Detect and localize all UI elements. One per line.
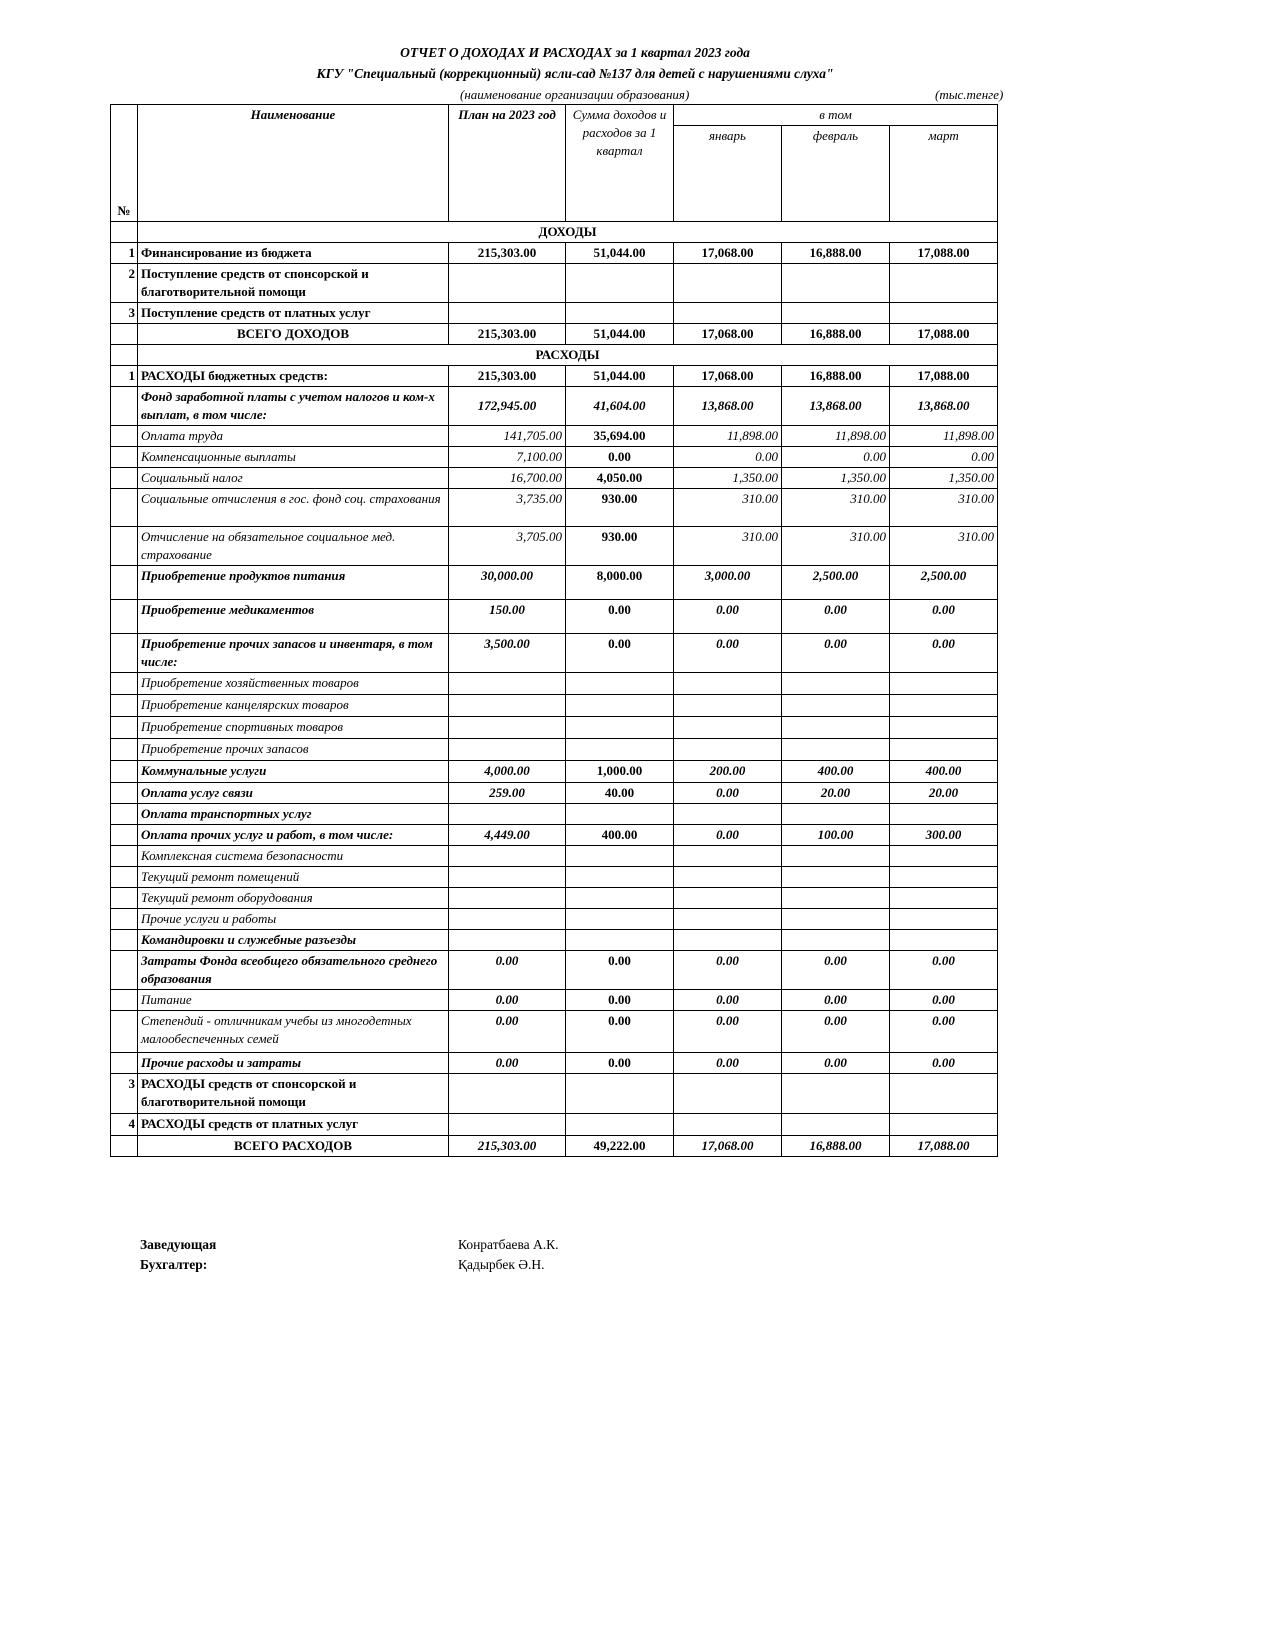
cell-feb: 11,898.00 (782, 426, 890, 447)
organization-caption: (наименование организации образования) (460, 87, 690, 102)
cell-sum: 40.00 (566, 783, 674, 804)
cell-plan: 215,303.00 (449, 366, 566, 387)
cell-sum: 0.00 (566, 1011, 674, 1053)
cell-plan (449, 846, 566, 867)
table-row (111, 930, 998, 951)
row-number (111, 990, 138, 1011)
row-number (111, 846, 138, 867)
header-january: январь (674, 126, 782, 222)
organization-name: КГУ "Специальный (коррекционный) ясли-сад №137 для детей с нарушениями слуха" (316, 66, 834, 81)
cell-jan: 13,868.00 (674, 387, 782, 426)
row-number (111, 951, 138, 990)
row-name: Приобретение медикаментов (138, 600, 449, 634)
row-name: Оплата транспортных услуг (138, 804, 449, 825)
signature-role-head: Заведующая (140, 1237, 217, 1252)
cell-mar: 17,088.00 (890, 324, 998, 345)
cell-plan (449, 673, 566, 695)
cell-sum: 1,000.00 (566, 761, 674, 783)
cell-mar (890, 739, 998, 761)
row-number (111, 717, 138, 739)
cell-feb: 16,888.00 (782, 366, 890, 387)
header-march: март (890, 126, 998, 222)
cell-sum: 8,000.00 (566, 566, 674, 600)
cell-sum: 930.00 (566, 527, 674, 566)
row-number (111, 867, 138, 888)
row-name: Приобретение прочих запасов (138, 739, 449, 761)
cell-mar (890, 930, 998, 951)
table-row (111, 867, 998, 888)
cell-jan: 1,350.00 (674, 468, 782, 489)
cell-sum (566, 717, 674, 739)
cell-jan (674, 804, 782, 825)
table-row (111, 303, 998, 324)
table-row (111, 447, 998, 468)
cell-plan: 0.00 (449, 990, 566, 1011)
cell-jan: 0.00 (674, 825, 782, 846)
row-number (111, 783, 138, 804)
table-row (111, 1011, 998, 1053)
cell-mar: 17,088.00 (890, 243, 998, 264)
row-number (111, 527, 138, 566)
cell-jan (674, 1074, 782, 1114)
cell-feb (782, 846, 890, 867)
signature-role-accountant: Бухгалтер: (140, 1257, 208, 1272)
cell-feb: 0.00 (782, 634, 890, 673)
cell-mar: 20.00 (890, 783, 998, 804)
table-row (111, 739, 998, 761)
cell-sum: 0.00 (566, 1053, 674, 1074)
cell-jan: 0.00 (674, 600, 782, 634)
cell-plan (449, 930, 566, 951)
cell-jan (674, 673, 782, 695)
cell-mar: 0.00 (890, 634, 998, 673)
cell-plan: 0.00 (449, 1053, 566, 1074)
cell-mar: 0.00 (890, 447, 998, 468)
cell-jan (674, 739, 782, 761)
cell-jan: 17,068.00 (674, 243, 782, 264)
row-number: 3 (111, 1074, 138, 1114)
row-name: ВСЕГО ДОХОДОВ (138, 324, 449, 345)
table-row (111, 243, 998, 264)
row-number (111, 426, 138, 447)
row-name: Отчисление на обязательное социальное мед. страхование (138, 527, 449, 566)
cell-mar: 300.00 (890, 825, 998, 846)
cell-feb: 0.00 (782, 600, 890, 634)
cell-feb (782, 717, 890, 739)
cell-plan: 16,700.00 (449, 468, 566, 489)
table-row (111, 888, 998, 909)
table-row (111, 566, 998, 600)
cell-plan (449, 717, 566, 739)
cell-plan: 141,705.00 (449, 426, 566, 447)
cell-feb: 100.00 (782, 825, 890, 846)
signature-name-accountant: Қадырбек Ә.Н. (458, 1257, 545, 1272)
cell-feb (782, 303, 890, 324)
row-name: Фонд заработной платы с учетом налогов и ком-х выплат, в том числе: (138, 387, 449, 426)
cell-sum: 0.00 (566, 600, 674, 634)
cell-feb: 0.00 (782, 1011, 890, 1053)
cell-sum (566, 1114, 674, 1136)
cell-plan: 215,303.00 (449, 243, 566, 264)
row-name: Приобретение продуктов питания (138, 566, 449, 600)
cell-plan (449, 1114, 566, 1136)
cell-sum (566, 695, 674, 717)
cell-mar: 400.00 (890, 761, 998, 783)
header-name: Наименование (138, 105, 449, 222)
cell-jan (674, 909, 782, 930)
cell-sum: 930.00 (566, 489, 674, 527)
signature-name-head: Конратбаева А.К. (458, 1237, 559, 1252)
row-name: Текущий ремонт помещений (138, 867, 449, 888)
cell-plan: 3,705.00 (449, 527, 566, 566)
header-number: № (111, 105, 138, 222)
row-number (111, 566, 138, 600)
cell-feb (782, 739, 890, 761)
cell-mar: 13,868.00 (890, 387, 998, 426)
row-number (111, 600, 138, 634)
cell-mar: 11,898.00 (890, 426, 998, 447)
cell-jan: 17,068.00 (674, 366, 782, 387)
cell-sum: 0.00 (566, 447, 674, 468)
table-row (111, 600, 998, 634)
table-row (111, 951, 998, 990)
header-february: февраль (782, 126, 890, 222)
row-number (111, 888, 138, 909)
row-number: 1 (111, 243, 138, 264)
cell-feb: 0.00 (782, 990, 890, 1011)
cell-jan (674, 695, 782, 717)
cell-sum: 49,222.00 (566, 1136, 674, 1157)
row-name: Затраты Фонда всеобщего обязательного среднего образования (138, 951, 449, 990)
section-heading: ДОХОДЫ (138, 222, 998, 243)
cell-sum: 51,044.00 (566, 324, 674, 345)
table-row (111, 366, 998, 387)
cell-sum: 51,044.00 (566, 366, 674, 387)
cell-plan: 259.00 (449, 783, 566, 804)
table-row (111, 387, 998, 426)
cell-plan (449, 739, 566, 761)
cell-mar (890, 888, 998, 909)
cell-jan (674, 846, 782, 867)
row-name: Командировки и служебные разъезды (138, 930, 449, 951)
row-name: Поступление средств от платных услуг (138, 303, 449, 324)
cell-feb (782, 1114, 890, 1136)
table-row (111, 804, 998, 825)
row-name: Финансирование из бюджета (138, 243, 449, 264)
report-title: ОТЧЕТ О ДОХОДАХ И РАСХОДАХ за 1 квартал 2023 года (400, 45, 750, 60)
row-name: Текущий ремонт оборудования (138, 888, 449, 909)
cell-jan: 310.00 (674, 527, 782, 566)
row-name: Социальные отчисления в гос. фонд соц. страхования (138, 489, 449, 527)
row-number (111, 673, 138, 695)
cell-jan: 0.00 (674, 951, 782, 990)
row-number (111, 634, 138, 673)
cell-feb (782, 1074, 890, 1114)
cell-mar (890, 909, 998, 930)
cell-sum (566, 930, 674, 951)
cell-feb: 0.00 (782, 951, 890, 990)
cell-jan (674, 717, 782, 739)
table-row (111, 527, 998, 566)
table-row (111, 634, 998, 673)
cell-mar (890, 673, 998, 695)
cell-feb: 310.00 (782, 489, 890, 527)
row-name: Комплексная система безопасности (138, 846, 449, 867)
cell-jan: 17,068.00 (674, 324, 782, 345)
row-number (111, 761, 138, 783)
row-name: Компенсационные выплаты (138, 447, 449, 468)
cell-plan: 215,303.00 (449, 1136, 566, 1157)
row-name: Приобретение хозяйственных товаров (138, 673, 449, 695)
header-sum: Сумма доходов и расходов за 1 квартал (566, 105, 674, 222)
row-name: РАСХОДЫ бюджетных средств: (138, 366, 449, 387)
row-name: РАСХОДЫ средств от платных услуг (138, 1114, 449, 1136)
cell-sum (566, 909, 674, 930)
cell-mar: 310.00 (890, 489, 998, 527)
row-name: Приобретение прочих запасов и инвентаря, в том числе: (138, 634, 449, 673)
row-name: Прочие расходы и затраты (138, 1053, 449, 1074)
cell-plan: 3,735.00 (449, 489, 566, 527)
section-number-cell (111, 222, 138, 243)
cell-sum: 400.00 (566, 825, 674, 846)
units-note: (тыс.тенге) (935, 87, 1004, 102)
cell-plan (449, 888, 566, 909)
cell-sum: 51,044.00 (566, 243, 674, 264)
cell-plan (449, 804, 566, 825)
table-row (111, 673, 998, 695)
cell-mar (890, 867, 998, 888)
row-number (111, 739, 138, 761)
cell-plan: 30,000.00 (449, 566, 566, 600)
cell-plan: 172,945.00 (449, 387, 566, 426)
cell-sum (566, 867, 674, 888)
cell-jan (674, 264, 782, 303)
row-name: Поступление средств от спонсорской и благотворительной помощи (138, 264, 449, 303)
cell-plan (449, 303, 566, 324)
row-name: Оплата услуг связи (138, 783, 449, 804)
cell-mar (890, 804, 998, 825)
cell-feb: 400.00 (782, 761, 890, 783)
row-name: ВСЕГО РАСХОДОВ (138, 1136, 449, 1157)
row-number (111, 324, 138, 345)
cell-sum (566, 673, 674, 695)
cell-jan (674, 930, 782, 951)
cell-feb: 2,500.00 (782, 566, 890, 600)
cell-sum (566, 264, 674, 303)
cell-sum: 4,050.00 (566, 468, 674, 489)
row-number (111, 1011, 138, 1053)
cell-mar: 17,088.00 (890, 366, 998, 387)
row-number (111, 468, 138, 489)
row-number (111, 387, 138, 426)
cell-sum (566, 739, 674, 761)
cell-mar (890, 303, 998, 324)
cell-mar (890, 1114, 998, 1136)
table-row (111, 783, 998, 804)
cell-mar: 310.00 (890, 527, 998, 566)
table-row (111, 717, 998, 739)
cell-mar (890, 264, 998, 303)
row-number: 4 (111, 1114, 138, 1136)
cell-feb: 16,888.00 (782, 1136, 890, 1157)
cell-sum (566, 888, 674, 909)
row-number (111, 825, 138, 846)
row-number (111, 930, 138, 951)
cell-mar: 0.00 (890, 990, 998, 1011)
cell-feb: 0.00 (782, 1053, 890, 1074)
cell-sum: 0.00 (566, 951, 674, 990)
cell-jan (674, 1114, 782, 1136)
cell-mar (890, 695, 998, 717)
cell-plan: 4,000.00 (449, 761, 566, 783)
section-row (111, 222, 998, 243)
cell-jan: 3,000.00 (674, 566, 782, 600)
cell-plan: 150.00 (449, 600, 566, 634)
table-row (111, 1114, 998, 1136)
table-row (111, 909, 998, 930)
table-row (111, 761, 998, 783)
table-row (111, 1074, 998, 1114)
row-number (111, 909, 138, 930)
cell-feb: 1,350.00 (782, 468, 890, 489)
cell-sum: 41,604.00 (566, 387, 674, 426)
cell-mar: 0.00 (890, 951, 998, 990)
cell-plan: 7,100.00 (449, 447, 566, 468)
cell-plan (449, 867, 566, 888)
row-name: Прочие услуги и работы (138, 909, 449, 930)
cell-feb (782, 264, 890, 303)
cell-sum: 0.00 (566, 634, 674, 673)
cell-feb: 16,888.00 (782, 243, 890, 264)
cell-jan: 0.00 (674, 447, 782, 468)
row-number: 1 (111, 366, 138, 387)
cell-mar: 17,088.00 (890, 1136, 998, 1157)
section-number-cell (111, 345, 138, 366)
cell-sum (566, 303, 674, 324)
cell-mar (890, 1074, 998, 1114)
cell-jan: 0.00 (674, 783, 782, 804)
section-row (111, 345, 998, 366)
cell-jan: 17,068.00 (674, 1136, 782, 1157)
table-row (111, 489, 998, 527)
cell-feb (782, 930, 890, 951)
row-number (111, 1053, 138, 1074)
cell-feb: 16,888.00 (782, 324, 890, 345)
row-name: Социальный налог (138, 468, 449, 489)
cell-plan (449, 264, 566, 303)
cell-plan: 0.00 (449, 1011, 566, 1053)
report-table (110, 104, 998, 1157)
cell-feb: 20.00 (782, 783, 890, 804)
cell-feb (782, 867, 890, 888)
cell-feb (782, 909, 890, 930)
table-row (111, 695, 998, 717)
cell-sum: 35,694.00 (566, 426, 674, 447)
section-heading: РАСХОДЫ (138, 345, 998, 366)
row-name: Приобретение канцелярских товаров (138, 695, 449, 717)
row-number: 2 (111, 264, 138, 303)
row-number (111, 804, 138, 825)
cell-plan (449, 1074, 566, 1114)
cell-mar: 2,500.00 (890, 566, 998, 600)
table-row (111, 990, 998, 1011)
cell-sum: 0.00 (566, 990, 674, 1011)
cell-feb: 0.00 (782, 447, 890, 468)
header-including: в том (674, 105, 998, 126)
table-row (111, 1136, 998, 1157)
cell-jan: 200.00 (674, 761, 782, 783)
row-name: Оплата труда (138, 426, 449, 447)
cell-mar: 1,350.00 (890, 468, 998, 489)
cell-jan (674, 867, 782, 888)
cell-jan (674, 303, 782, 324)
cell-feb (782, 695, 890, 717)
cell-jan (674, 888, 782, 909)
cell-plan: 4,449.00 (449, 825, 566, 846)
table-row (111, 468, 998, 489)
cell-plan: 0.00 (449, 951, 566, 990)
cell-mar: 0.00 (890, 600, 998, 634)
row-number (111, 695, 138, 717)
cell-jan: 0.00 (674, 634, 782, 673)
cell-sum (566, 1074, 674, 1114)
cell-mar: 0.00 (890, 1011, 998, 1053)
table-row (111, 1053, 998, 1074)
cell-sum (566, 846, 674, 867)
cell-feb: 310.00 (782, 527, 890, 566)
cell-jan: 310.00 (674, 489, 782, 527)
cell-sum (566, 804, 674, 825)
table-row (111, 825, 998, 846)
row-name: РАСХОДЫ средств от спонсорской и благотворительной помощи (138, 1074, 449, 1114)
cell-jan: 0.00 (674, 1011, 782, 1053)
table-row (111, 426, 998, 447)
header-plan: План на 2023 год (449, 105, 566, 222)
table-row (111, 324, 998, 345)
cell-feb (782, 673, 890, 695)
row-name: Питание (138, 990, 449, 1011)
cell-mar (890, 717, 998, 739)
cell-jan: 0.00 (674, 990, 782, 1011)
cell-plan (449, 695, 566, 717)
row-name: Приобретение спортивных товаров (138, 717, 449, 739)
cell-plan: 215,303.00 (449, 324, 566, 345)
table-row (111, 264, 998, 303)
cell-feb: 13,868.00 (782, 387, 890, 426)
cell-plan: 3,500.00 (449, 634, 566, 673)
cell-mar (890, 846, 998, 867)
cell-feb (782, 888, 890, 909)
cell-jan: 11,898.00 (674, 426, 782, 447)
cell-plan (449, 909, 566, 930)
cell-mar: 0.00 (890, 1053, 998, 1074)
table-row (111, 846, 998, 867)
cell-feb (782, 804, 890, 825)
row-name: Степендий - отличникам учебы из многодетных малообеспеченных семей (138, 1011, 449, 1053)
row-number (111, 1136, 138, 1157)
row-name: Коммунальные услуги (138, 761, 449, 783)
cell-jan: 0.00 (674, 1053, 782, 1074)
row-name: Оплата прочих услуг и работ, в том числе: (138, 825, 449, 846)
row-number (111, 489, 138, 527)
row-number: 3 (111, 303, 138, 324)
row-number (111, 447, 138, 468)
